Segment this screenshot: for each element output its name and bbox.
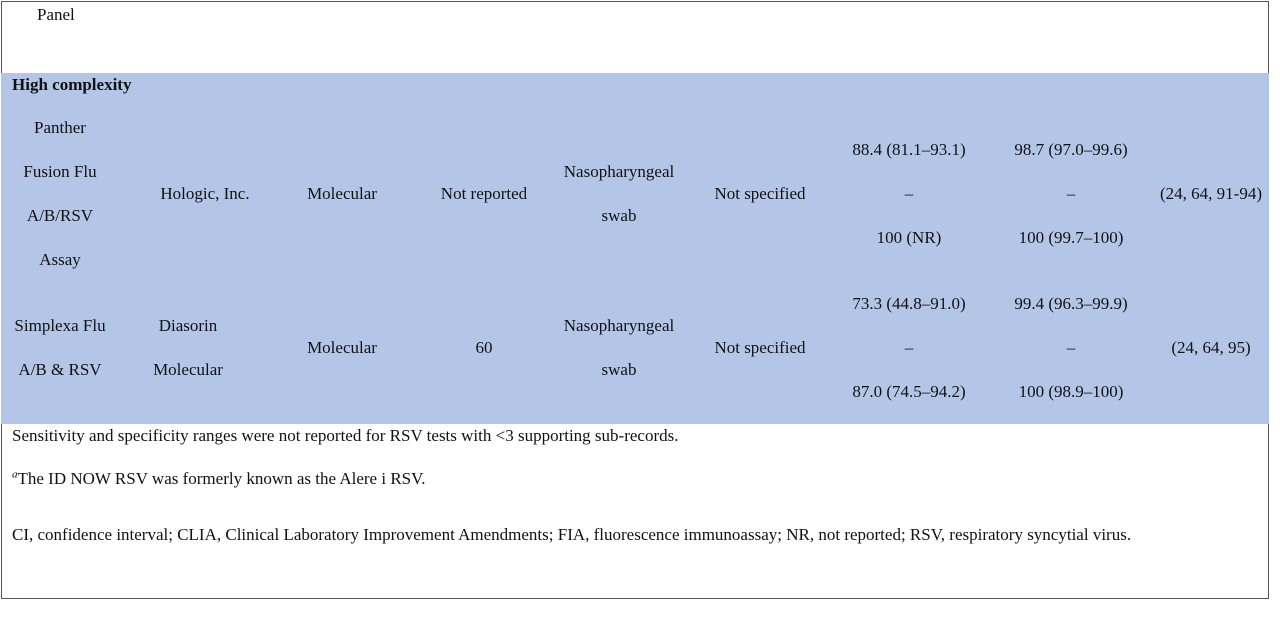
table-row-2-manufacturer: Diasorin Molecular xyxy=(153,316,223,379)
table-row-1-technology: Molecular xyxy=(307,184,377,203)
table-row-2-time: 60 xyxy=(475,338,493,357)
footnote-abbreviations: CI, confidence interval; CLIA, Clinical Laboratory Improvement Amendments; FIA, fluorescence immunoassay; NR, not reported; RSV, respiratory syncytial virus. xyxy=(12,525,1132,544)
table-row-1-sensitivity xyxy=(838,140,980,248)
footnote-a-marker: a xyxy=(12,468,18,481)
specificity-dash: – xyxy=(1066,338,1076,357)
footnote-a-text: The ID NOW RSV was formerly known as the Alere i RSV. xyxy=(17,469,426,488)
table-row-1-time: Not reported xyxy=(440,184,528,203)
table-row-2-specimen: Nasopharyngeal swab xyxy=(563,316,675,379)
table-row-2-specificity xyxy=(1000,294,1142,402)
sensitivity-dash: – xyxy=(904,338,914,357)
footnote-ranges: Sensitivity and specificity ranges were not reported for RSV tests with <3 supporting sub-records. xyxy=(12,426,679,445)
table-row-1-clia: Not specified xyxy=(714,184,806,203)
specificity-low: 98.7 (97.0–99.6) xyxy=(1014,140,1128,159)
table-row-2-clia: Not specified xyxy=(714,338,806,357)
table-row-2-name: Simplexa Flu A/B & RSV xyxy=(14,316,106,379)
sensitivity-high: 87.0 (74.5–94.2) xyxy=(852,382,966,401)
footnote-a xyxy=(12,469,1252,489)
table-row-1-specimen: Nasopharyngeal swab xyxy=(563,162,675,225)
sensitivity-low: 88.4 (81.1–93.1) xyxy=(852,140,966,159)
table-row-1-refs: (24, 64, 91-94) xyxy=(1160,184,1262,203)
table-row-2-refs: (24, 64, 95) xyxy=(1171,338,1251,357)
sensitivity-high: 100 (NR) xyxy=(876,228,942,247)
specificity-low: 99.4 (96.3–99.9) xyxy=(1014,294,1128,313)
table-row-1-specificity xyxy=(1000,140,1142,248)
sensitivity-dash: – xyxy=(904,184,914,203)
specificity-high: 100 (98.9–100) xyxy=(1018,382,1124,401)
table-row-1-name: Panther Fusion Flu A/B/RSV Assay xyxy=(23,118,97,269)
table-row-2-sensitivity xyxy=(838,294,980,402)
table-row-1-manufacturer: Hologic, Inc. xyxy=(160,184,250,203)
specificity-high: 100 (99.7–100) xyxy=(1018,228,1124,247)
specificity-dash: – xyxy=(1066,184,1076,203)
header-label-panel: Panel xyxy=(37,5,75,24)
table-row-2-technology: Molecular xyxy=(307,338,377,357)
section-label: High complexity xyxy=(12,75,132,94)
sensitivity-low: 73.3 (44.8–91.0) xyxy=(852,294,966,313)
